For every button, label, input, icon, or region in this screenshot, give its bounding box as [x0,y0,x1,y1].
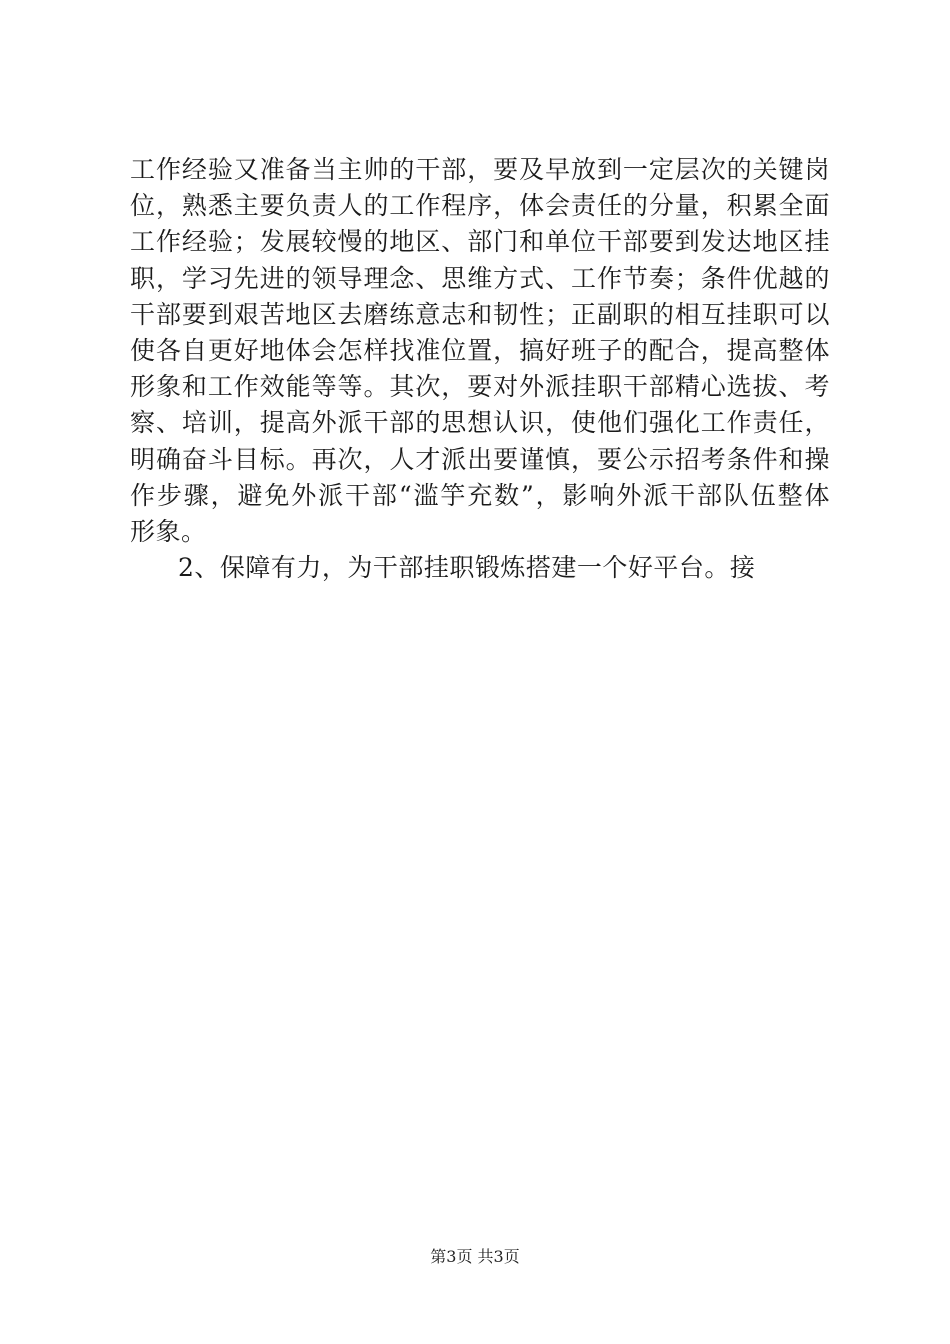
text-line-2: 位，熟悉主要负责人的工作程序，体会责任的分量，积累全面 [130,191,830,221]
page-footer: 第3页 共3页 [430,1247,520,1266]
text-line-12: 2、保障有力，为干部挂职锻炼搭建一个好平台。接 [178,553,756,583]
text-line-3: 工作经验；发展较慢的地区、部门和单位干部要到发达地区挂 [130,227,830,257]
text-line-8: 察、培训，提高外派干部的思想认识，使他们强化工作责任， [130,408,830,438]
text-line-6: 使各自更好地体会怎样找准位置，搞好班子的配合，提高整体 [130,335,830,365]
text-line-10: 作步骤，避免外派干部“滥竽充数”，影响外派干部队伍整体 [130,480,830,510]
text-line-1: 工作经验又准备当主帅的干部，要及早放到一定层次的关键岗 [130,155,830,184]
body-text [130,152,830,586]
text-line-11: 形象。 [130,516,207,546]
text-line-4: 职，学习先进的领导理念、思维方式、工作节奏；条件优越的 [130,263,830,293]
text-line-7: 形象和工作效能等等。其次，要对外派挂职干部精心选拔、考 [130,372,830,402]
text-line-9: 明确奋斗目标。再次，人才派出要谨慎，要公示招考条件和操 [130,444,830,474]
text-line-5: 干部要到艰苦地区去磨练意志和韧性；正副职的相互挂职可以 [130,299,830,329]
